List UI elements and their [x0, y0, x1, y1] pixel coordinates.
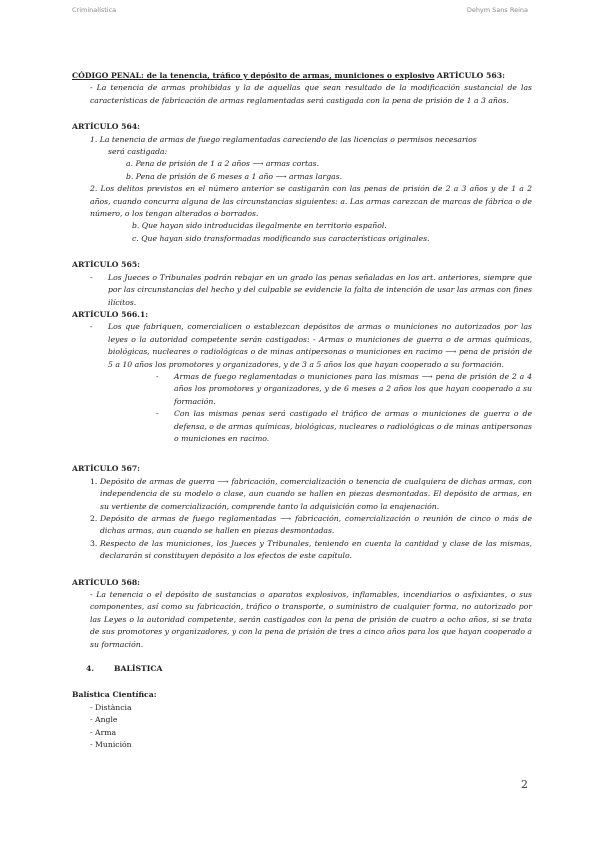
section4-title: BALÍSTICA: [114, 664, 163, 674]
art566-sub1-dash: -: [156, 371, 159, 381]
art566-item: [72, 321, 532, 371]
list-item: - Distància: [90, 702, 132, 712]
art565-item: [72, 272, 532, 309]
intro-title: CÓDIGO PENAL: de la tenencia, tráfico y depósito de armas, municiones o explosivo: [72, 71, 435, 80]
art565-dash: -: [90, 272, 93, 282]
section4-number: 4.: [86, 664, 95, 674]
list-item: - Munición: [90, 740, 132, 750]
art564-title: ARTÍCULO 564:: [72, 122, 141, 132]
art567-title: ARTÍCULO 567:: [72, 464, 141, 474]
art566-title: ARTÍCULO 566.1:: [72, 309, 149, 319]
art568-text: - La tenencia o el depósito de sustancias o aparatos explosivos, inflamables, incendiarios o asfixiantes, o sus componentes, así como su fabricación, tráfico o transporte, o suministro de cualquier forma, no autorizado por las Leyes o la autoridad competente, serán castigados con la pena de prisión de cuatro a ocho años, si se trata de sus promotores y organizadores, y con la pena de prisión de tres a cinco años para los que hayan cooperado a su formación.: [90, 590, 532, 649]
art564-p2-b: b. Que hayan sido introducidas ilegalmente en territorio español.: [132, 221, 387, 231]
art564-p2: 2. Los delitos previstos en el número anterior se castigarán con las penas de prisión de 2 a 3 años y de 1 a 2 años, cuando concurra alguna de las circunstancias siguientes: a. Las armas carezcan de marcas de fábrica o de número, o los tengan alterados o borrados.: [90, 184, 532, 219]
art567-n2: 2.: [90, 514, 98, 523]
art567-n3: 3.: [90, 538, 98, 548]
header-right: Dehym Sans Reina: [466, 6, 528, 14]
art566-sub2: Con las mismas penas será castigado el tráfico de armas o municiones de guerra o de defensa, o de armas químicas, biológicas, nucleares o radiológicas o de minas antipersonas o municiones en racimo.: [174, 409, 532, 443]
list-item: - Arma: [90, 727, 117, 737]
art567-item-1: [72, 476, 532, 513]
art567-p2: Depósito de armas de fuego reglamentadas ⟶ fabricación, comercialización o reunión de cinco o más de dichas armas, aun cuando se hallen en piezas desmontadas.: [100, 514, 532, 536]
art564-p1b: será castigada:: [108, 147, 168, 157]
art567-p1: Depósito de armas de guerra ⟶ fabricación, comercialización o tenencia de cualquiera de dichas armas, con independencia de su modelo o clase, aun cuando se hallen en piezas desmontadas. El depósito de armas, en su vertiente de comercialización, comprende tanto la adquisición como la enajenación.: [100, 476, 532, 511]
page-body: [72, 70, 532, 752]
section4-heading: [72, 663, 532, 675]
list-item: - Angle: [90, 715, 118, 725]
art563-text: - La tenencia de armas prohibidas y la de aquellas que sean resultado de la modificación sustancial de las características de fabricación de armas reglamentadas será castigada con la pena de prisión de 1 a 3 años.: [90, 83, 532, 105]
art568-title: ARTÍCULO 568:: [72, 577, 141, 587]
art565-text: Los Jueces o Tribunales podrán rebajar en un grado las penas señaladas en los art. anteriores, siempre que por las circunstancias del hecho y del culpable se evidencie la falta de intención de usar las armas con fines ilícitos.: [108, 272, 532, 307]
art567-item-3: [72, 538, 532, 563]
art567-n1: 1.: [90, 476, 98, 486]
art566-text: Los que fabriquen, comercialicen o establezcan depósitos de armas o municiones no autorizados por las leyes o la autoridad competente serán castigados: - Armas o municiones de guerra o de armas químicas, biológicas, nucleares o radiológicas o de minas antipersonas o municiones en racimo ⟶ pena de prisión de 5 a 10 años los promotores y organizadores, y de 3 a 5 años los que hayan cooperado a su formación.: [108, 322, 532, 369]
intro-heading: [72, 70, 532, 82]
art566-sub1-item: [72, 371, 532, 408]
art566-sub2-item: [72, 408, 532, 445]
header-left: Criminalística: [72, 6, 117, 14]
balistica-title: Balística Científica:: [72, 690, 157, 700]
art565-title: ARTÍCULO 565:: [72, 260, 141, 270]
art563-title: ARTÍCULO 563:: [436, 71, 505, 80]
balistica-list: [72, 702, 532, 752]
art566-sub2-dash: -: [156, 409, 159, 419]
art566-sub1: Armas de fuego reglamentadas o municiones para las mismas ⟶ pena de prisión de 2 a 4 años los promotores y organizadores, y de 6 meses a 2 años los que hayan cooperado a su formación.: [174, 371, 532, 406]
art564-p1-b: b. Pena de prisión de 6 meses a 1 año ⟶ armas largas.: [126, 171, 343, 181]
art564-p1a: 1. La tenencia de armas de fuego reglamentadas careciendo de las licencias o permisos necesarios: [90, 134, 477, 144]
art567-p3: Respecto de las municiones, los Jueces y Tribunales, teniendo en cuenta la cantidad y clase de las mismas, declararán si constituyen depósito a los efectos de este capítulo.: [100, 538, 532, 561]
art566-dash: -: [90, 322, 93, 332]
page-number: 2: [521, 778, 528, 791]
art564-p2-c: c. Que hayan sido transformadas modificando sus características originales.: [132, 233, 430, 243]
art567-item-2: [72, 513, 532, 538]
art564-p1-a: a. Pena de prisión de 1 a 2 años ⟶ armas cortas.: [126, 159, 320, 169]
